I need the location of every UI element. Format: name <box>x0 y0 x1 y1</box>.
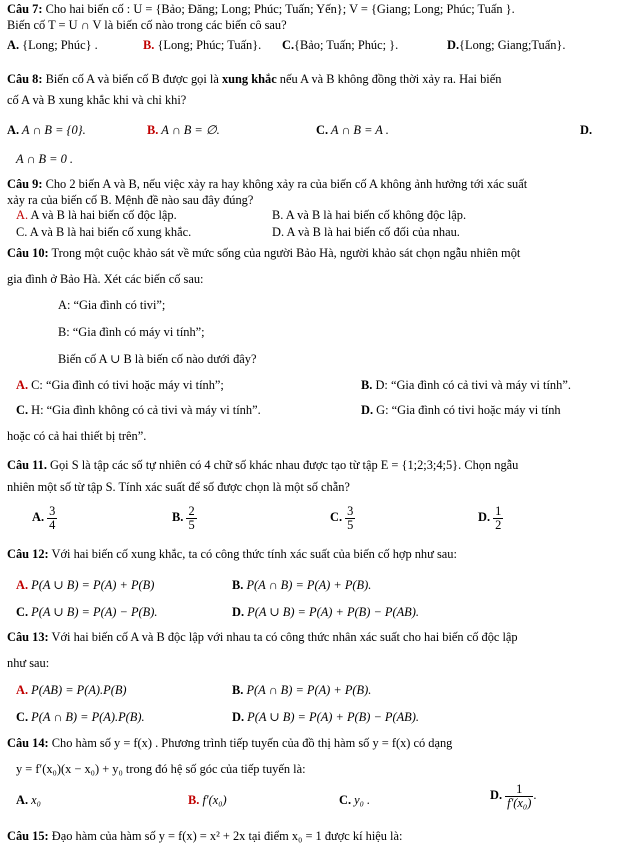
option-letter: A. <box>16 793 29 807</box>
option-text: A và B là hai biến cố không độc lập. <box>283 208 467 222</box>
q14-stem-1: Cho hàm số y = f(x) . Phương trình tiếp tuyến của đồ thị hàm số y = f(x) có dạng <box>48 736 453 750</box>
option-letter: C. <box>316 123 329 137</box>
numerator: 3 <box>49 503 56 518</box>
q14-line1 <box>7 736 452 751</box>
option-text: P(A ∪ B) = P(A) + P(B) <box>28 578 155 592</box>
option-letter: B. <box>232 578 244 592</box>
option-letter: D. <box>490 788 503 802</box>
q8-label: Câu 8: <box>7 72 43 86</box>
q10-line1 <box>7 246 520 261</box>
q14-option-b[interactable] <box>188 793 227 808</box>
option-letter: D. <box>478 510 491 524</box>
q8-option-a[interactable] <box>7 123 86 138</box>
option-text: x₀ <box>28 793 41 807</box>
option-text: A ∩ B = {0}. <box>19 123 86 137</box>
option-text: P(A ∪ B) = P(A) + P(B) − P(AB). <box>244 710 419 724</box>
q13-stem-1: Với hai biến cố A và B độc lập với nhau ta có công thức nhân xác suất cho hai biến cố độc lập <box>48 630 518 644</box>
option-letter: B. <box>172 510 184 524</box>
q10-stem-1: Trong một cuộc khảo sát về mức sống của người Bảo Hà, người khảo sát chọn ngẫu nhiên một <box>48 246 521 260</box>
option-letter: C. <box>16 225 28 239</box>
q15-label: Câu 15: <box>7 829 49 843</box>
option-text: A và B là hai biến cố đối của nhau. <box>284 225 460 239</box>
q8-stem-2: cố A và B xung khắc khi và chỉ khi? <box>7 93 187 107</box>
denominator: 4 <box>49 517 56 532</box>
option-letter: C. <box>16 710 29 724</box>
option-letter: D. <box>232 605 245 619</box>
option-letter: A. <box>16 208 29 222</box>
option-text: P(A ∪ B) = P(A) + P(B) − P(AB). <box>244 605 419 619</box>
q7-stem-1: Cho hai biến cố : U = {Bảo; Đăng; Long; Phúc; Tuấn; Yến}; V = {Giang; Long; Phúc; Tuấn }. <box>42 2 515 16</box>
q12-option-c[interactable] <box>16 605 157 620</box>
option-text: A ∩ B = A . <box>328 123 389 137</box>
option-letter: C. <box>16 403 29 417</box>
numerator: 1 <box>495 503 502 518</box>
q12-label: Câu 12: <box>7 547 49 561</box>
q10-option-d[interactable] <box>361 403 561 418</box>
q7-stem-2: Biến cố T = U ∩ V là biến cố nào trong các biến cô sau? <box>7 18 287 32</box>
q8-option-d-text <box>16 152 73 167</box>
denominator: 5 <box>347 517 354 532</box>
q9-option-d[interactable] <box>272 225 460 240</box>
option-text: G: “Gia đình có tivi hoặc máy vi tính <box>373 403 561 417</box>
option-letter: C. <box>339 793 352 807</box>
option-text: A và B là hai biến cố xung khắc. <box>27 225 192 239</box>
q8-keyword: xung khắc <box>221 72 277 86</box>
q10-option-a[interactable] <box>16 378 224 393</box>
option-letter: B. <box>147 123 159 137</box>
option-text: D: “Gia đình có cả tivi và máy vi tính”. <box>372 378 571 392</box>
q11-stem-2: nhiên một số từ tập S. Tính xác suất để số được chọn là một số chẵn? <box>7 480 350 494</box>
q11-option-d[interactable] <box>478 502 503 532</box>
option-text: A và B là hai biến cố độc lập. <box>28 208 177 222</box>
q10-option-b[interactable] <box>361 378 571 393</box>
option-text: A ∩ B = 0 . <box>16 152 74 166</box>
q13-line1 <box>7 630 518 645</box>
q14-option-c[interactable] <box>339 793 370 808</box>
q8-option-d[interactable] <box>580 123 592 138</box>
numerator: 2 <box>188 503 195 518</box>
q11-option-a[interactable] <box>32 502 57 532</box>
option-text: {Long; Phúc} . <box>19 38 98 52</box>
denominator: f′(x₀) <box>507 795 532 810</box>
q9-option-b[interactable] <box>272 208 466 223</box>
q9-option-c[interactable] <box>16 225 191 240</box>
q13-option-b[interactable] <box>232 683 371 698</box>
q15-stem-1: Đạo hàm của hàm số y = f(x) = x² + 2x tại điểm x₀ = 1 được kí hiệu là: <box>48 829 403 843</box>
q15-line1 <box>7 829 402 844</box>
option-letter: A. <box>16 378 29 392</box>
q7-line1 <box>7 2 515 17</box>
option-letter: C. <box>330 510 343 524</box>
fraction <box>493 505 503 532</box>
q8-line1 <box>7 72 501 87</box>
denominator: 2 <box>495 517 502 532</box>
q14-stem-2: y = f′(x₀)(x − x₀) + y₀ trong đó hệ số góc của tiếp tuyến là: <box>16 762 306 776</box>
q13-label: Câu 13: <box>7 630 49 644</box>
q9-option-a[interactable] <box>16 208 177 223</box>
option-text: {Bảo; Tuấn; Phúc; }. <box>294 38 399 52</box>
option-letter: A. <box>7 123 20 137</box>
numerator: 3 <box>347 503 354 518</box>
option-letter: C. <box>16 605 29 619</box>
q12-line1 <box>7 547 457 562</box>
q10-stem-3: Biến cố A ∪ B là biến cố nào dưới đây? <box>58 352 257 366</box>
option-text: P(A ∩ B) = P(A) + P(B). <box>243 683 372 697</box>
fraction <box>186 505 196 532</box>
option-text: P(A ∩ B) = P(A).P(B). <box>28 710 145 724</box>
option-text: y₀ . <box>351 793 371 807</box>
q12-option-a[interactable] <box>16 578 154 593</box>
q13-option-d[interactable] <box>232 710 419 725</box>
option-text: P(A ∩ B) = P(A) + P(B). <box>243 578 372 592</box>
q11-label: Câu 11. <box>7 458 47 472</box>
option-letter: B. <box>272 208 284 222</box>
q8-option-c[interactable] <box>316 123 389 138</box>
q10-event-a: A: “Gia đình có tivi”; <box>58 298 166 312</box>
q8-option-b[interactable] <box>147 123 220 138</box>
fraction <box>47 505 57 532</box>
q10-event-b: B: “Gia đình có máy vi tính”; <box>58 325 205 339</box>
q10-label: Câu 10: <box>7 246 49 260</box>
q12-stem-1: Với hai biến cố xung khắc, ta có công thức tính xác suất của biến cố hợp như sau: <box>48 547 457 561</box>
q13-option-a[interactable] <box>16 683 127 698</box>
q12-option-d[interactable] <box>232 605 419 620</box>
q10-option-d-cont: hoặc có cả hai thiết bị trên”. <box>7 429 147 443</box>
denominator: 5 <box>188 517 195 532</box>
option-letter: A. <box>16 578 29 592</box>
option-letter: B. <box>143 38 155 52</box>
q14-option-d[interactable] <box>490 778 536 812</box>
q14-option-a[interactable] <box>16 793 41 808</box>
q13-option-c[interactable] <box>16 710 145 725</box>
q11-option-b[interactable] <box>172 502 197 532</box>
q7-option-c[interactable] <box>282 38 398 53</box>
q12-option-b[interactable] <box>232 578 371 593</box>
option-text: C: “Gia đình có tivi hoặc máy vi tính”; <box>28 378 224 392</box>
q14-label: Câu 14: <box>7 736 49 750</box>
q11-line1 <box>7 458 518 473</box>
option-letter: A. <box>32 510 45 524</box>
fraction <box>505 783 533 810</box>
q11-option-c[interactable] <box>330 502 355 532</box>
option-text: A ∩ B = ∅. <box>158 123 220 137</box>
q7-option-b[interactable] <box>143 38 261 53</box>
fraction <box>345 505 355 532</box>
q9-label: Câu 9: <box>7 177 43 191</box>
option-text: {Long; Giang;Tuấn}. <box>459 38 566 52</box>
q10-stem-2: gia đình ở Bảo Hà. Xét các biến cố sau: <box>7 272 204 286</box>
option-letter: B. <box>361 378 373 392</box>
q10-option-c[interactable] <box>16 403 261 418</box>
option-letter: B. <box>188 793 200 807</box>
option-letter: D. <box>580 123 593 137</box>
option-text: P(AB) = P(A).P(B) <box>28 683 127 697</box>
q8-stem-1a: Biến cố A và biến cố B được gọi là <box>42 72 222 86</box>
option-text: H: “Gia đình không có cả tivi và máy vi tính”. <box>28 403 261 417</box>
option-text: f′(x₀) <box>199 793 227 807</box>
q8-stem-1c: nếu A và B không đồng thời xảy ra. Hai biến <box>276 72 502 86</box>
option-letter: A. <box>16 683 29 697</box>
option-text: P(A ∪ B) = P(A) − P(B). <box>28 605 158 619</box>
q13-stem-2: như sau: <box>7 656 50 670</box>
numerator: 1 <box>505 783 533 797</box>
q7-option-a[interactable] <box>7 38 98 53</box>
option-letter: A. <box>7 38 20 52</box>
option-text: {Long; Phúc; Tuấn}. <box>154 38 262 52</box>
q9-stem-1: Cho 2 biến A và B, nếu việc xảy ra hay không xảy ra của biến cố A không ảnh hưởng tới xác suất <box>42 177 528 191</box>
q7-option-d[interactable] <box>447 38 565 53</box>
option-letter: B. <box>232 683 244 697</box>
q9-line1 <box>7 177 527 192</box>
option-letter: D. <box>447 38 460 52</box>
option-letter: D. <box>232 710 245 724</box>
q7-label: Câu 7: <box>7 2 43 16</box>
q9-stem-2: xảy ra của biến cố B. Mệnh đề nào sau đây đúng? <box>7 193 254 207</box>
period: . <box>533 788 537 802</box>
q11-stem-1: Gọi S là tập các số tự nhiên có 4 chữ số khác nhau được tạo từ tập E = {1;2;3;4;5}. Chọn ngẫu <box>46 458 519 472</box>
option-letter: D. <box>272 225 285 239</box>
option-letter: C. <box>282 38 295 52</box>
option-letter: D. <box>361 403 374 417</box>
